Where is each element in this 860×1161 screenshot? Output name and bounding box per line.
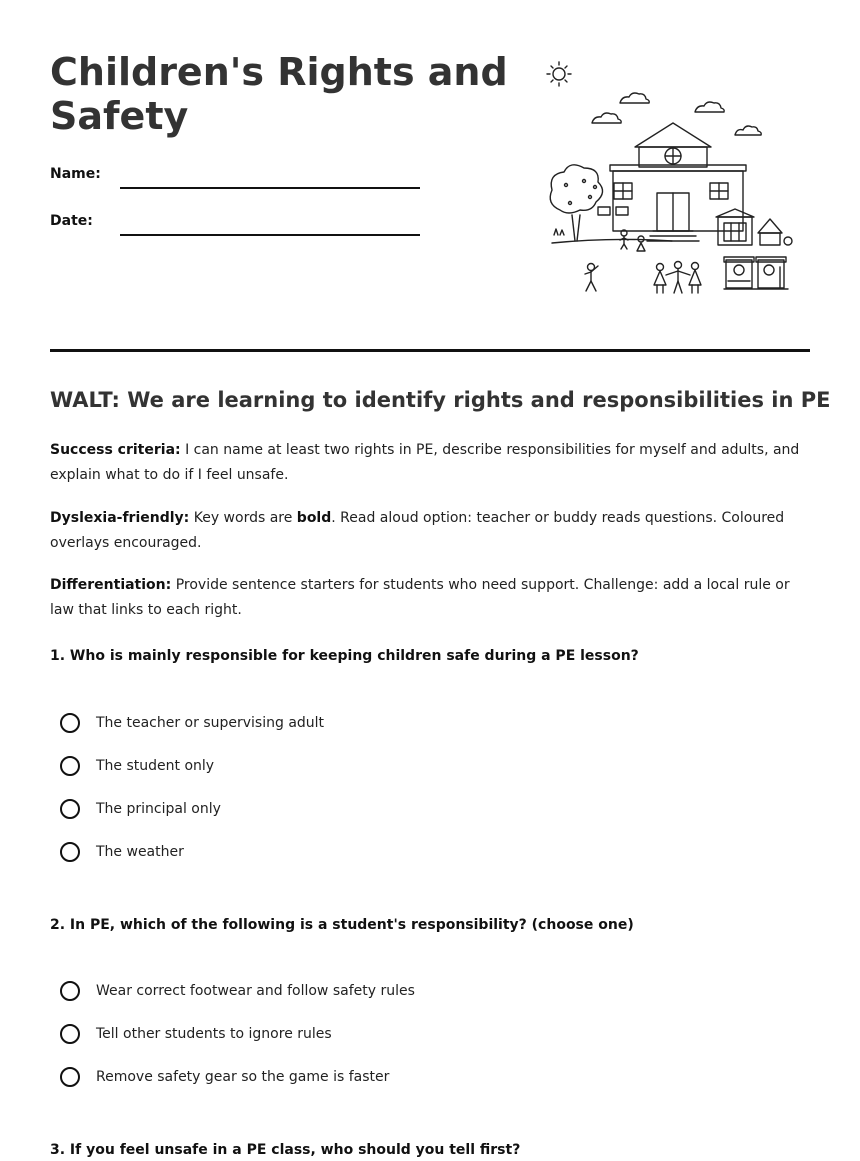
dyslexia-text-2: . Read aloud option: teacher or buddy reads questions. Coloured overlays encouraged.	[50, 510, 785, 551]
walt-heading: WALT: We are learning to identify rights and responsibilities in PE	[50, 388, 831, 412]
cloud-icon	[592, 93, 761, 135]
question-1-option-1[interactable]	[60, 710, 324, 736]
option-label: Tell other students to ignore rules	[96, 1026, 332, 1042]
differentiation-label: Differentiation:	[50, 577, 172, 593]
school-building-icon	[598, 123, 792, 245]
radio-button[interactable]	[60, 842, 80, 862]
shops-icon	[724, 257, 788, 289]
question-2-option-3[interactable]	[60, 1064, 389, 1090]
date-field[interactable]	[120, 234, 420, 236]
radio-button[interactable]	[60, 981, 80, 1001]
page-title: Children's Rights and Safety	[50, 50, 508, 138]
differentiation-note	[50, 573, 810, 623]
school-illustration	[540, 55, 800, 305]
name-label: Name:	[50, 166, 101, 182]
option-label: Remove safety gear so the game is faster	[96, 1069, 390, 1085]
dyslexia-label: Dyslexia-friendly:	[50, 510, 190, 526]
question-1: 1. Who is mainly responsible for keeping children safe during a PE lesson?	[50, 648, 639, 664]
dyslexia-bold-word: bold	[296, 510, 332, 526]
success-criteria-label: Success criteria:	[50, 442, 181, 458]
radio-button[interactable]	[60, 756, 80, 776]
success-criteria	[50, 438, 810, 488]
question-2-option-1[interactable]	[60, 978, 415, 1004]
radio-button[interactable]	[60, 1067, 80, 1087]
dyslexia-note	[50, 506, 810, 556]
option-label: The principal only	[96, 801, 221, 817]
dyslexia-text-1: Key words are	[189, 510, 297, 526]
radio-button[interactable]	[60, 1024, 80, 1044]
radio-button[interactable]	[60, 713, 80, 733]
question-3: 3. If you feel unsafe in a PE class, who should you tell first?	[50, 1142, 521, 1158]
success-criteria-text: I can name at least two rights in PE, describe responsibilities for myself and adults, and explain what to do if I feel unsafe.	[50, 442, 800, 483]
differentiation-text: Provide sentence starters for students who need support. Challenge: add a local rule or law that links to each right.	[50, 577, 790, 618]
date-label: Date:	[50, 213, 93, 229]
sun-icon	[547, 62, 571, 86]
option-label: The teacher or supervising adult	[96, 715, 325, 731]
option-label: The student only	[96, 758, 215, 774]
question-1-option-2[interactable]	[60, 753, 214, 779]
name-field[interactable]	[120, 187, 420, 189]
question-1-option-4[interactable]	[60, 839, 184, 865]
header-divider	[50, 349, 810, 352]
question-2: 2. In PE, which of the following is a student's responsibility? (choose one)	[50, 917, 634, 933]
option-label: The weather	[96, 844, 184, 860]
question-2-option-2[interactable]	[60, 1021, 332, 1047]
question-1-option-3[interactable]	[60, 796, 221, 822]
radio-button[interactable]	[60, 799, 80, 819]
option-label: Wear correct footwear and follow safety rules	[96, 983, 415, 999]
